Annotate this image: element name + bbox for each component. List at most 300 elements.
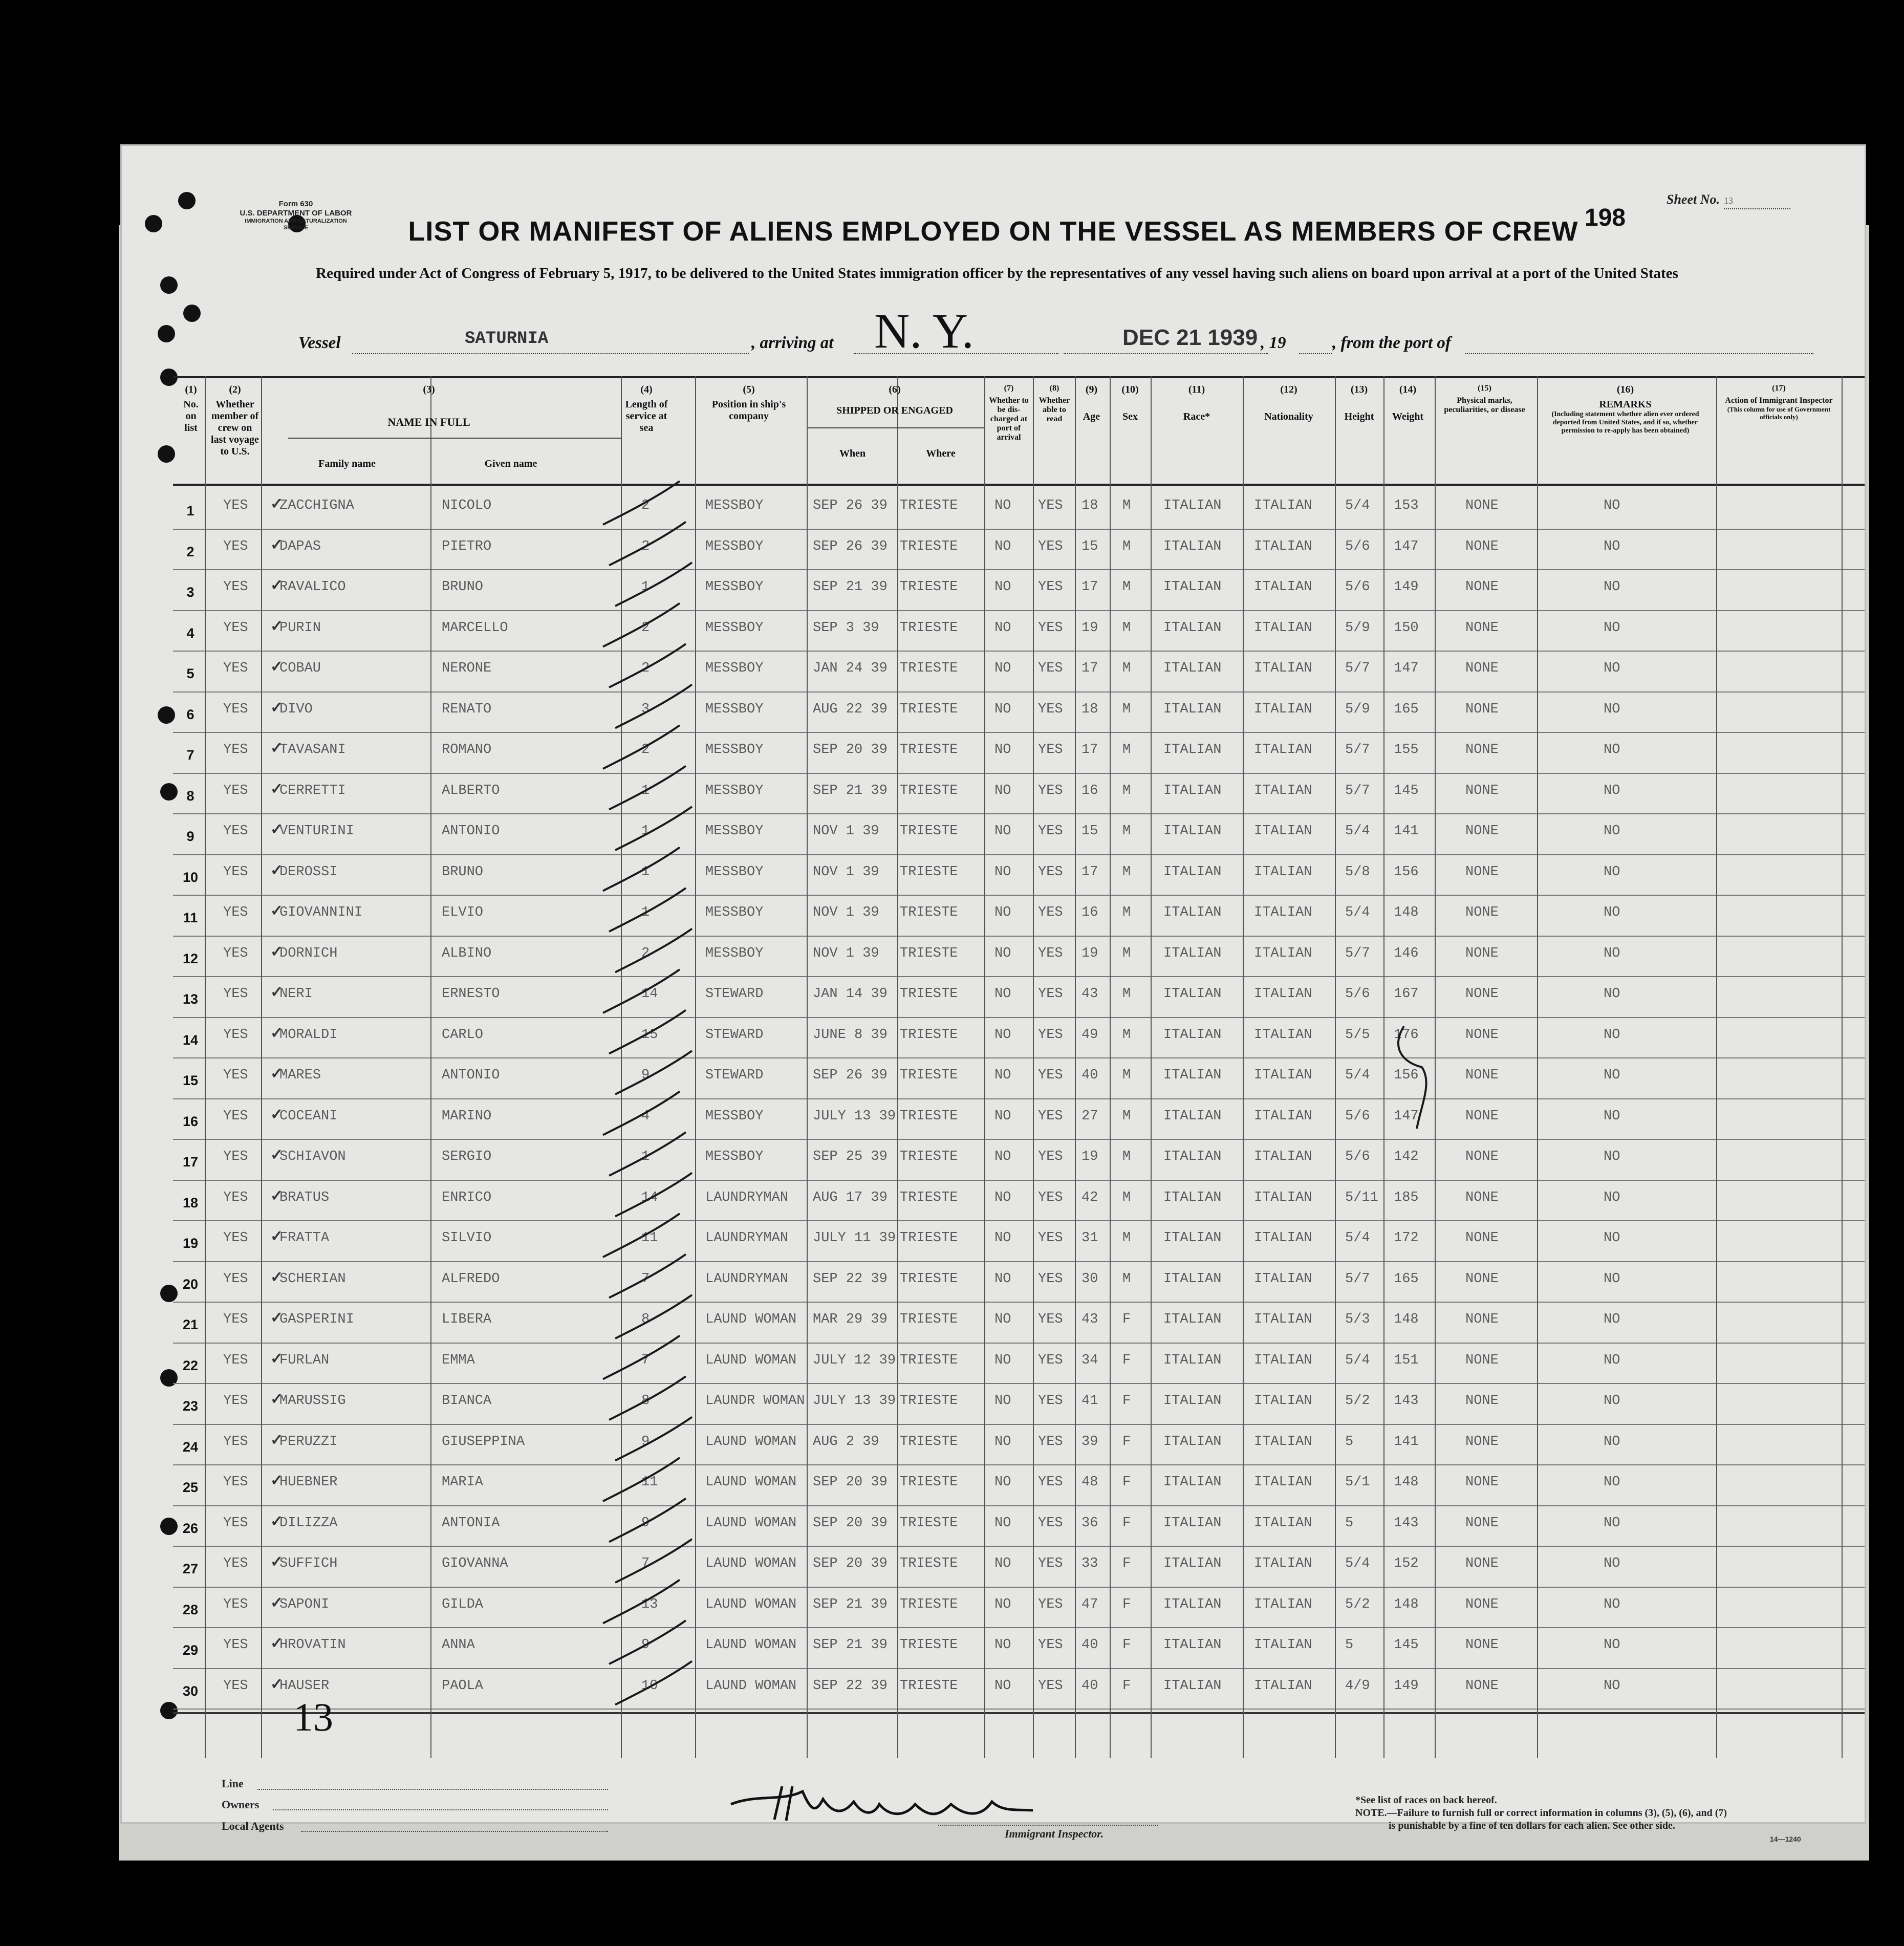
cell-position: STEWARD: [705, 1027, 764, 1043]
cell-read: YES: [1038, 1149, 1063, 1164]
cell-when: JULY 12 39: [813, 1352, 896, 1368]
cell-read: YES: [1038, 905, 1063, 920]
cell-sex: F: [1122, 1352, 1131, 1368]
cell-nationality: ITALIAN: [1254, 1068, 1312, 1083]
cell-family: CERRETTI: [279, 783, 346, 798]
cell-crew: YES: [223, 986, 248, 1002]
row-number: 19: [182, 1236, 199, 1251]
cell-remarks: NO: [1604, 538, 1620, 554]
cell-where: TRIESTE: [900, 1271, 958, 1287]
cell-nationality: ITALIAN: [1254, 1393, 1312, 1409]
cell-service: 15: [641, 1027, 658, 1043]
cell-where: TRIESTE: [900, 986, 958, 1002]
cell-nationality: ITALIAN: [1254, 620, 1312, 636]
check-stroke: [615, 807, 692, 850]
department-name: U.S. DEPARTMENT OF LABOR: [240, 209, 352, 218]
header-no: (1) No. on list: [183, 384, 199, 434]
cell-race: ITALIAN: [1163, 701, 1222, 717]
cell-service: 7: [641, 1271, 650, 1287]
cell-where: TRIESTE: [900, 1434, 958, 1450]
cell-remarks: NO: [1604, 945, 1620, 961]
check-stroke: [609, 522, 686, 566]
cell-weight: 176: [1394, 1027, 1419, 1043]
header-physical-marks: (15) Physical marks, peculiarities, or disease: [1444, 384, 1525, 414]
cell-marks: NONE: [1465, 1556, 1499, 1571]
cell-when: NOV 1 39: [813, 905, 879, 920]
row-number: 3: [186, 585, 194, 600]
cell-family: DIVO: [279, 701, 313, 717]
cell-weight: 185: [1394, 1190, 1419, 1205]
cell-race: ITALIAN: [1163, 1352, 1222, 1368]
cell-sex: M: [1122, 579, 1131, 595]
cell-service: 9: [641, 1434, 650, 1450]
cell-given: SERGIO: [442, 1149, 492, 1164]
cell-crew: YES: [223, 661, 248, 676]
cell-weight: 147: [1394, 538, 1419, 554]
cell-discharged: NO: [994, 824, 1011, 839]
cell-weight: 151: [1394, 1352, 1419, 1368]
cell-position: MESSBOY: [705, 864, 764, 880]
cell-weight: 143: [1394, 1393, 1419, 1409]
cell-age: 19: [1081, 1149, 1098, 1164]
cell-remarks: NO: [1604, 1352, 1620, 1368]
cell-when: AUG 2 39: [813, 1434, 879, 1450]
cell-position: LAUND WOMAN: [705, 1596, 797, 1612]
cell-given: ALBINO: [442, 945, 492, 961]
cell-weight: 150: [1394, 620, 1419, 636]
check-stroke: [603, 481, 680, 525]
cell-race: ITALIAN: [1163, 538, 1222, 554]
cell-discharged: NO: [994, 864, 1011, 880]
cell-family: DILIZZA: [279, 1515, 338, 1531]
cell-weight: 153: [1394, 498, 1419, 513]
cell-age: 19: [1081, 945, 1098, 961]
cell-nationality: ITALIAN: [1254, 824, 1312, 839]
cell-sex: M: [1122, 620, 1131, 636]
header-crew-last-voyage: (2) Whether member of crew on last voyage to U.S.: [211, 384, 259, 457]
row-number: 18: [182, 1195, 199, 1210]
cell-race: ITALIAN: [1163, 579, 1222, 595]
handwritten-tally: 13: [293, 1695, 333, 1739]
cell-marks: NONE: [1465, 1230, 1499, 1246]
cell-marks: NONE: [1465, 498, 1499, 513]
cell-family: SUFFICH: [279, 1556, 338, 1571]
vessel-name: SATURNIA: [465, 329, 549, 349]
cell-remarks: NO: [1604, 579, 1620, 595]
cell-position: LAUND WOMAN: [705, 1515, 797, 1531]
checkmark-icon: ✓: [270, 1472, 284, 1489]
cell-height: 5/7: [1345, 742, 1370, 758]
check-stroke: [609, 1132, 686, 1176]
cell-when: SEP 26 39: [813, 498, 888, 513]
cell-marks: NONE: [1465, 1271, 1499, 1287]
cell-crew: YES: [223, 579, 248, 595]
checkmark-icon: ✓: [270, 658, 284, 675]
cell-family: ZACCHIGNA: [279, 498, 354, 513]
checkmark-icon: ✓: [270, 1391, 284, 1408]
cell-position: MESSBOY: [705, 620, 764, 636]
header-weight: (14) Weight: [1392, 384, 1424, 422]
cell-service: 11: [641, 1230, 658, 1246]
cell-discharged: NO: [994, 783, 1011, 798]
cell-given: MARCELLO: [442, 620, 508, 636]
cell-family: GASPERINI: [279, 1312, 354, 1327]
cell-family: HUEBNER: [279, 1475, 338, 1490]
checkmark-icon: ✓: [270, 1268, 284, 1286]
cell-crew: YES: [223, 538, 248, 554]
cell-nationality: ITALIAN: [1254, 1190, 1312, 1205]
cell-position: LAUNDRYMAN: [705, 1190, 789, 1205]
cell-discharged: NO: [994, 905, 1011, 920]
checkmark-icon: ✓: [270, 1147, 284, 1163]
owners-dotline: [273, 1809, 608, 1810]
cell-marks: NONE: [1465, 1068, 1499, 1083]
manifest-sheet: [122, 146, 1865, 1843]
cell-race: ITALIAN: [1163, 1678, 1222, 1694]
cell-when: JAN 24 39: [813, 661, 888, 676]
cell-height: 5/4: [1345, 824, 1370, 839]
cell-position: LAUND WOMAN: [705, 1352, 797, 1368]
cell-discharged: NO: [994, 701, 1011, 717]
cell-age: 18: [1081, 701, 1098, 717]
cell-race: ITALIAN: [1163, 1027, 1222, 1043]
cell-race: ITALIAN: [1163, 1068, 1222, 1083]
cell-discharged: NO: [994, 1556, 1011, 1571]
cell-nationality: ITALIAN: [1254, 945, 1312, 961]
cell-height: 5/4: [1345, 905, 1370, 920]
penalty-note-2: is punishable by a fine of ten dollars for each alien. See other side.: [1389, 1820, 1675, 1831]
cell-service: 1: [641, 824, 650, 839]
cell-when: SEP 21 39: [813, 1637, 888, 1653]
cell-weight: 149: [1394, 579, 1419, 595]
cell-nationality: ITALIAN: [1254, 498, 1312, 513]
cell-when: SEP 21 39: [813, 579, 888, 595]
cell-height: 5/6: [1345, 1149, 1370, 1164]
cell-given: RENATO: [442, 701, 492, 717]
cell-nationality: ITALIAN: [1254, 1637, 1312, 1653]
cell-weight: 165: [1394, 1271, 1419, 1287]
cell-remarks: NO: [1604, 1678, 1620, 1694]
cell-crew: YES: [223, 1596, 248, 1612]
cell-height: 5: [1345, 1434, 1354, 1450]
check-stroke: [615, 1173, 692, 1217]
cell-crew: YES: [223, 905, 248, 920]
cell-sex: M: [1122, 1190, 1131, 1205]
cell-remarks: NO: [1604, 1556, 1620, 1571]
cell-weight: 172: [1394, 1230, 1419, 1246]
cell-remarks: NO: [1604, 742, 1620, 758]
cell-service: 2: [641, 661, 650, 676]
cell-given: GIOVANNA: [442, 1556, 508, 1571]
cell-read: YES: [1038, 742, 1063, 758]
cell-age: 15: [1081, 538, 1098, 554]
cell-marks: NONE: [1465, 824, 1499, 839]
cell-marks: NONE: [1465, 1312, 1499, 1327]
cell-given: CARLO: [442, 1027, 484, 1043]
cell-height: 5/7: [1345, 783, 1370, 798]
cell-remarks: NO: [1604, 864, 1620, 880]
cell-marks: NONE: [1465, 1515, 1499, 1531]
cell-age: 41: [1081, 1393, 1098, 1409]
cell-where: TRIESTE: [900, 1393, 958, 1409]
cell-read: YES: [1038, 1352, 1063, 1368]
inspector-label: Immigrant Inspector.: [1005, 1827, 1104, 1840]
cell-discharged: NO: [994, 661, 1011, 676]
cell-weight: 165: [1394, 701, 1419, 717]
cell-discharged: NO: [994, 945, 1011, 961]
cell-given: ENRICO: [442, 1190, 492, 1205]
cell-crew: YES: [223, 1027, 248, 1043]
header-length-of-service: (4) Length of service at sea: [625, 384, 668, 434]
cell-remarks: NO: [1604, 1068, 1620, 1083]
cell-sex: F: [1122, 1637, 1131, 1653]
cell-given: GILDA: [442, 1596, 484, 1612]
cell-remarks: NO: [1604, 824, 1620, 839]
cell-service: 1: [641, 579, 650, 595]
cell-weight: 147: [1394, 661, 1419, 676]
cell-remarks: NO: [1604, 1230, 1620, 1246]
cell-read: YES: [1038, 1475, 1063, 1490]
cell-sex: F: [1122, 1434, 1131, 1450]
cell-when: MAR 29 39: [813, 1312, 888, 1327]
cell-discharged: NO: [994, 1108, 1011, 1124]
cell-position: MESSBOY: [705, 498, 764, 513]
cell-when: SEP 20 39: [813, 1556, 888, 1571]
cell-age: 48: [1081, 1475, 1098, 1490]
cell-service: 3: [641, 701, 650, 717]
cell-marks: NONE: [1465, 1475, 1499, 1490]
header-shipped-engaged: (6) SHIPPED OR ENGAGED: [836, 384, 953, 416]
cell-crew: YES: [223, 742, 248, 758]
cell-nationality: ITALIAN: [1254, 1230, 1312, 1246]
cell-discharged: NO: [994, 1230, 1011, 1246]
cell-when: JULY 11 39: [813, 1230, 896, 1246]
cell-weight: 156: [1394, 1068, 1419, 1083]
cell-height: 5/4: [1345, 1068, 1370, 1083]
cell-read: YES: [1038, 701, 1063, 717]
form-reference: 14—1240: [1770, 1835, 1801, 1843]
check-stroke: [615, 563, 692, 606]
cell-where: TRIESTE: [900, 1596, 958, 1612]
cell-family: NERI: [279, 986, 313, 1002]
cell-remarks: NO: [1604, 661, 1620, 676]
cell-age: 27: [1081, 1108, 1098, 1124]
cell-when: AUG 22 39: [813, 701, 888, 717]
row-number: 11: [183, 910, 198, 925]
cell-sex: F: [1122, 1678, 1131, 1694]
cell-family: RAVALICO: [279, 579, 346, 595]
cell-weight: 167: [1394, 986, 1419, 1002]
cell-remarks: NO: [1604, 1271, 1620, 1287]
cell-crew: YES: [223, 864, 248, 880]
cell-sex: M: [1122, 1230, 1131, 1246]
cell-race: ITALIAN: [1163, 1596, 1222, 1612]
cell-race: ITALIAN: [1163, 986, 1222, 1002]
checkmark-icon: ✓: [270, 536, 284, 553]
cell-height: 5/11: [1345, 1190, 1378, 1205]
cell-weight: 148: [1394, 1312, 1419, 1327]
cell-position: MESSBOY: [705, 1108, 764, 1124]
cell-remarks: NO: [1604, 1312, 1620, 1327]
checkmark-icon: ✓: [270, 943, 284, 960]
cell-read: YES: [1038, 1556, 1063, 1571]
cell-height: 5/9: [1345, 701, 1370, 717]
cell-height: 5/1: [1345, 1475, 1370, 1490]
row-number: 21: [182, 1317, 199, 1332]
cell-service: 1: [641, 783, 650, 798]
cell-discharged: NO: [994, 1149, 1011, 1164]
cell-marks: NONE: [1465, 1027, 1499, 1043]
header-family-name: Family name: [318, 458, 376, 469]
cell-family: MORALDI: [279, 1027, 338, 1043]
cell-discharged: NO: [994, 1475, 1011, 1490]
check-stroke: [615, 1295, 692, 1338]
cell-given: ALFREDO: [442, 1271, 500, 1287]
cell-race: ITALIAN: [1163, 945, 1222, 961]
checkmark-icon: ✓: [270, 1024, 284, 1042]
row-number: 30: [182, 1683, 199, 1699]
cell-where: TRIESTE: [900, 864, 958, 880]
cell-position: LAUNDRYMAN: [705, 1271, 789, 1287]
cell-family: DORNICH: [279, 945, 338, 961]
check-stroke: [609, 1010, 686, 1054]
cell-nationality: ITALIAN: [1254, 538, 1312, 554]
cell-where: TRIESTE: [900, 945, 958, 961]
cell-sex: F: [1122, 1556, 1131, 1571]
cell-position: MESSBOY: [705, 1149, 764, 1164]
cell-service: 2: [641, 498, 650, 513]
cell-read: YES: [1038, 824, 1063, 839]
cell-where: TRIESTE: [900, 1678, 958, 1694]
cell-weight: 143: [1394, 1515, 1419, 1531]
check-stroke: [609, 1376, 686, 1420]
cell-age: 16: [1081, 783, 1098, 798]
cell-remarks: NO: [1604, 1434, 1620, 1450]
cell-sex: M: [1122, 905, 1131, 920]
cell-height: 5/4: [1345, 498, 1370, 513]
cell-family: COCEANI: [279, 1108, 338, 1124]
checkmark-icon: ✓: [270, 821, 284, 838]
cell-service: 2: [641, 742, 650, 758]
cell-position: STEWARD: [705, 986, 764, 1002]
cell-read: YES: [1038, 1515, 1063, 1531]
cell-given: EMMA: [442, 1352, 475, 1368]
cell-nationality: ITALIAN: [1254, 1475, 1312, 1490]
cell-when: NOV 1 39: [813, 945, 879, 961]
cell-read: YES: [1038, 1108, 1063, 1124]
cell-position: MESSBOY: [705, 905, 764, 920]
check-stroke: [609, 888, 686, 932]
cell-height: 5/5: [1345, 1027, 1370, 1043]
cell-discharged: NO: [994, 1596, 1011, 1612]
cell-given: GIUSEPPINA: [442, 1434, 525, 1450]
cell-given: ANTONIA: [442, 1515, 500, 1531]
cell-discharged: NO: [994, 986, 1011, 1002]
cell-nationality: ITALIAN: [1254, 864, 1312, 880]
arriving-label: , arriving at: [751, 334, 834, 352]
cell-age: 18: [1081, 498, 1098, 513]
cell-read: YES: [1038, 1434, 1063, 1450]
cell-race: ITALIAN: [1163, 498, 1222, 513]
vessel-label: Vessel: [298, 334, 341, 352]
cell-crew: YES: [223, 498, 248, 513]
cell-crew: YES: [223, 1678, 248, 1694]
cell-remarks: NO: [1604, 1108, 1620, 1124]
cell-marks: NONE: [1465, 1108, 1499, 1124]
cell-weight: 145: [1394, 783, 1419, 798]
cell-where: TRIESTE: [900, 1190, 958, 1205]
cell-marks: NONE: [1465, 1637, 1499, 1653]
cell-when: SEP 26 39: [813, 538, 888, 554]
cell-crew: YES: [223, 1230, 248, 1246]
cell-where: TRIESTE: [900, 824, 958, 839]
row-number: 1: [186, 503, 194, 518]
cell-remarks: NO: [1604, 1393, 1620, 1409]
check-stroke: [615, 1051, 692, 1094]
cell-age: 33: [1081, 1556, 1098, 1571]
cell-sex: M: [1122, 538, 1131, 554]
cell-nationality: ITALIAN: [1254, 1149, 1312, 1164]
cell-nationality: ITALIAN: [1254, 1312, 1312, 1327]
checkmark-icon: ✓: [270, 984, 284, 1001]
cell-sex: M: [1122, 1108, 1131, 1124]
cell-where: TRIESTE: [900, 498, 958, 513]
cell-when: SEP 25 39: [813, 1149, 888, 1164]
cell-remarks: NO: [1604, 701, 1620, 717]
cell-service: 9: [641, 1068, 650, 1083]
cell-when: SEP 20 39: [813, 742, 888, 758]
cell-family: HAUSER: [279, 1678, 330, 1694]
cell-service: 9: [641, 1515, 650, 1531]
check-stroke: [603, 1580, 680, 1624]
checkmark-icon: ✓: [270, 1228, 284, 1245]
checkmark-icon: ✓: [270, 617, 284, 635]
cell-service: 11: [641, 1475, 658, 1490]
local-agents-label: Local Agents: [222, 1820, 284, 1832]
cell-crew: YES: [223, 620, 248, 636]
cell-where: TRIESTE: [900, 1312, 958, 1327]
cell-crew: YES: [223, 783, 248, 798]
row-number: 8: [186, 788, 194, 804]
row-number: 17: [182, 1154, 199, 1170]
cell-given: ERNESTO: [442, 986, 500, 1002]
cell-race: ITALIAN: [1163, 905, 1222, 920]
cell-race: ITALIAN: [1163, 1637, 1222, 1653]
checkmark-icon: ✓: [270, 1187, 284, 1204]
document-title: LIST OR MANIFEST OF ALIENS EMPLOYED ON THE VESSEL AS MEMBERS OF CREW: [408, 216, 1578, 247]
cell-race: ITALIAN: [1163, 1312, 1222, 1327]
row-number: 14: [182, 1032, 199, 1048]
row-number: 26: [182, 1520, 199, 1536]
cell-where: TRIESTE: [900, 1475, 958, 1490]
cell-where: TRIESTE: [900, 538, 958, 554]
cell-discharged: NO: [994, 1352, 1011, 1368]
line-dotline: [257, 1789, 608, 1790]
cell-age: 31: [1081, 1230, 1098, 1246]
cell-position: LAUNDR WOMAN: [705, 1393, 805, 1409]
row-number: 4: [186, 625, 194, 641]
cell-nationality: ITALIAN: [1254, 1271, 1312, 1287]
cell-crew: YES: [223, 945, 248, 961]
check-stroke: [615, 685, 692, 728]
cell-crew: YES: [223, 1515, 248, 1531]
check-stroke: [603, 603, 680, 647]
cell-nationality: ITALIAN: [1254, 701, 1312, 717]
cell-read: YES: [1038, 498, 1063, 513]
inspector-dotline: [938, 1825, 1158, 1826]
cell-service: 14: [641, 1190, 658, 1205]
cell-sex: F: [1122, 1393, 1131, 1409]
